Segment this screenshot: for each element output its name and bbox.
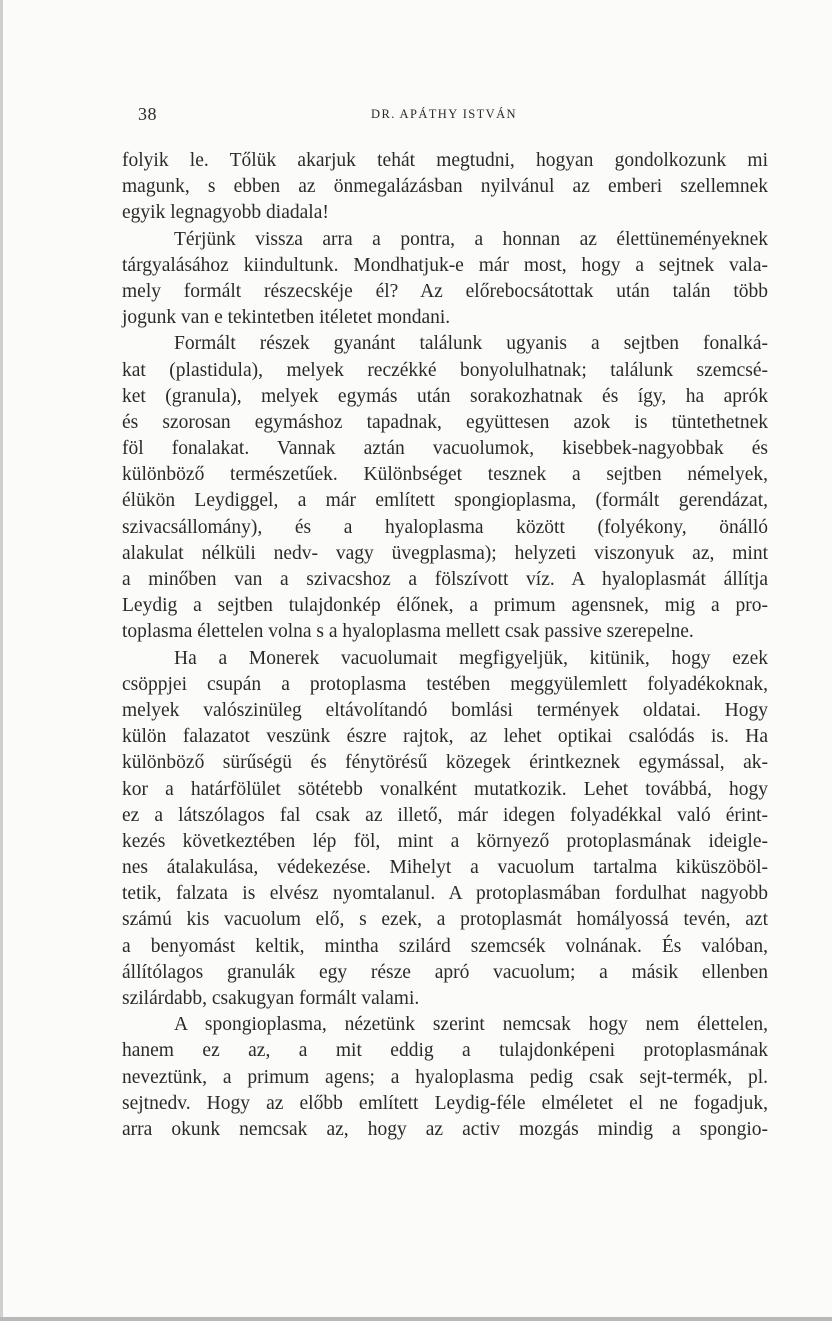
running-head: DR. APÁTHY ISTVÁN xyxy=(371,107,517,121)
text-line: neveztünk, a primum agens; a hyaloplasma pedig csak sejt-termék, pl. xyxy=(122,1066,768,1088)
text-line: tárgyalásához kiindultunk. Mondhatjuk-e már most, hogy a sejtnek vala- xyxy=(122,254,768,276)
text-line: föl fonalakat. Vannak aztán vacuolumok, kisebbek-nagyobbak és xyxy=(122,438,768,460)
text-line: a minőben van a szivacshoz a fölszívott víz. A hyaloplasmát állítja xyxy=(122,569,768,590)
text-line: egyik legnagyobb diadala! xyxy=(122,202,329,224)
text-line: szilárdabb, csakugyan formált valami. xyxy=(122,988,420,1009)
text-line: számú kis vacuolum elő, s ezek, a protoplasmát homályossá tevén, azt xyxy=(122,909,768,931)
text-line: különböző természetűek. Különbséget tesznek a sejtben némelyek, xyxy=(122,464,768,486)
text-line: nes átalakulása, védekezése. Mihelyt a vacuolum tartalma kiküszöböl- xyxy=(122,857,768,879)
text-line: különböző sürűségü és fénytörésű közegek érintkeznek egymással, ak- xyxy=(122,752,768,774)
text-line: tetik, falzata is elvész nyomtalanul. A protoplasmában fordulhat nagyobb xyxy=(122,883,768,905)
text-line: kat (plastidula), melyek reczékké bonyolulhatnak; találunk szemcsé- xyxy=(122,359,768,381)
text-line: Formált részek gyanánt találunk ugyanis a sejtben fonalká- xyxy=(174,333,768,355)
text-line: A spongioplasma, nézetünk szerint nemcsak hogy nem élettelen, xyxy=(174,1014,768,1036)
page-bottom-edge xyxy=(0,1317,832,1321)
text-line: kor a határfölület sötétebb vonalként mutatkozik. Lehet továbbá, hogy xyxy=(122,778,768,800)
text-line: Ha a Monerek vacuolumait megfigyeljük, kitünik, hogy ezek xyxy=(174,647,768,669)
text-line: arra okunk nemcsak az, hogy az activ mozgás mindig a spongio- xyxy=(122,1118,768,1140)
text-line: élükön Leydiggel, a már említett spongioplasma, (formált gerendázat, xyxy=(122,490,768,512)
text-line: kezés következtében lép föl, mint a környező protoplasmának ideigle- xyxy=(122,830,768,852)
text-line: alakulat nélküli nedv- vagy üvegplasma); helyzeti viszonyuk az, mint xyxy=(122,542,768,564)
text-line: folyik le. Tőlük akarjuk tehát megtudni, hogyan gondolkozunk mi xyxy=(122,150,768,171)
text-line: Térjünk vissza arra a pontra, a honnan az élettüneményeknek xyxy=(174,228,768,250)
body-text xyxy=(122,148,768,1143)
page-number: 38 xyxy=(138,104,157,124)
text-line: mely formált részecskéje él? Az előrebocsátottak után talán több xyxy=(122,280,768,302)
text-line: melyek valószinüleg eltávolítandó bomlási termények oldatai. Hogy xyxy=(122,699,768,721)
text-line: magunk, s ebben az önmegalázásban nyilvánul az emberi szellemnek xyxy=(122,176,768,198)
text-line: és szorosan egymáshoz tapadnak, együttesen azok is tüntethetnek xyxy=(122,411,768,433)
text-line: toplasma élettelen volna s a hyaloplasma mellett csak passive szerepelne. xyxy=(122,621,694,643)
text-line: sejtnedv. Hogy az előbb említett Leydig-féle elméletet el ne fogadjuk, xyxy=(122,1092,768,1114)
text-line: hanem ez az, a mit eddig a tulajdonképeni protoplasmának xyxy=(122,1040,768,1062)
text-line: a benyomást keltik, mintha szilárd szemcsék volnának. És valóban, xyxy=(122,935,768,957)
text-line: csöppjei csupán a protoplasma testében meggyülemlett folyadékoknak, xyxy=(122,673,768,695)
text-line: jogunk van e tekintetben itéletet mondani. xyxy=(122,307,451,329)
page-header xyxy=(120,104,768,124)
text-line: szivacsállomány), és a hyaloplasma között (folyékony, önálló xyxy=(122,516,768,538)
text-line: Leydig a sejtben tulajdonkép élőnek, a primum agensnek, mig a pro- xyxy=(122,595,768,617)
page-left-edge xyxy=(0,0,3,1321)
text-line: állítólagos granulák egy része apró vacuolum; a másik ellenben xyxy=(122,961,768,983)
text-line: ez a látszólagos fal csak az illető, már idegen folyadékkal való érint- xyxy=(122,804,768,826)
text-line: külön falazatot veszünk észre rajtok, az lehet optikai csalódás is. Ha xyxy=(122,726,768,748)
text-line: ket (granula), melyek egymás után sorakozhatnak és így, ha aprók xyxy=(122,385,768,407)
